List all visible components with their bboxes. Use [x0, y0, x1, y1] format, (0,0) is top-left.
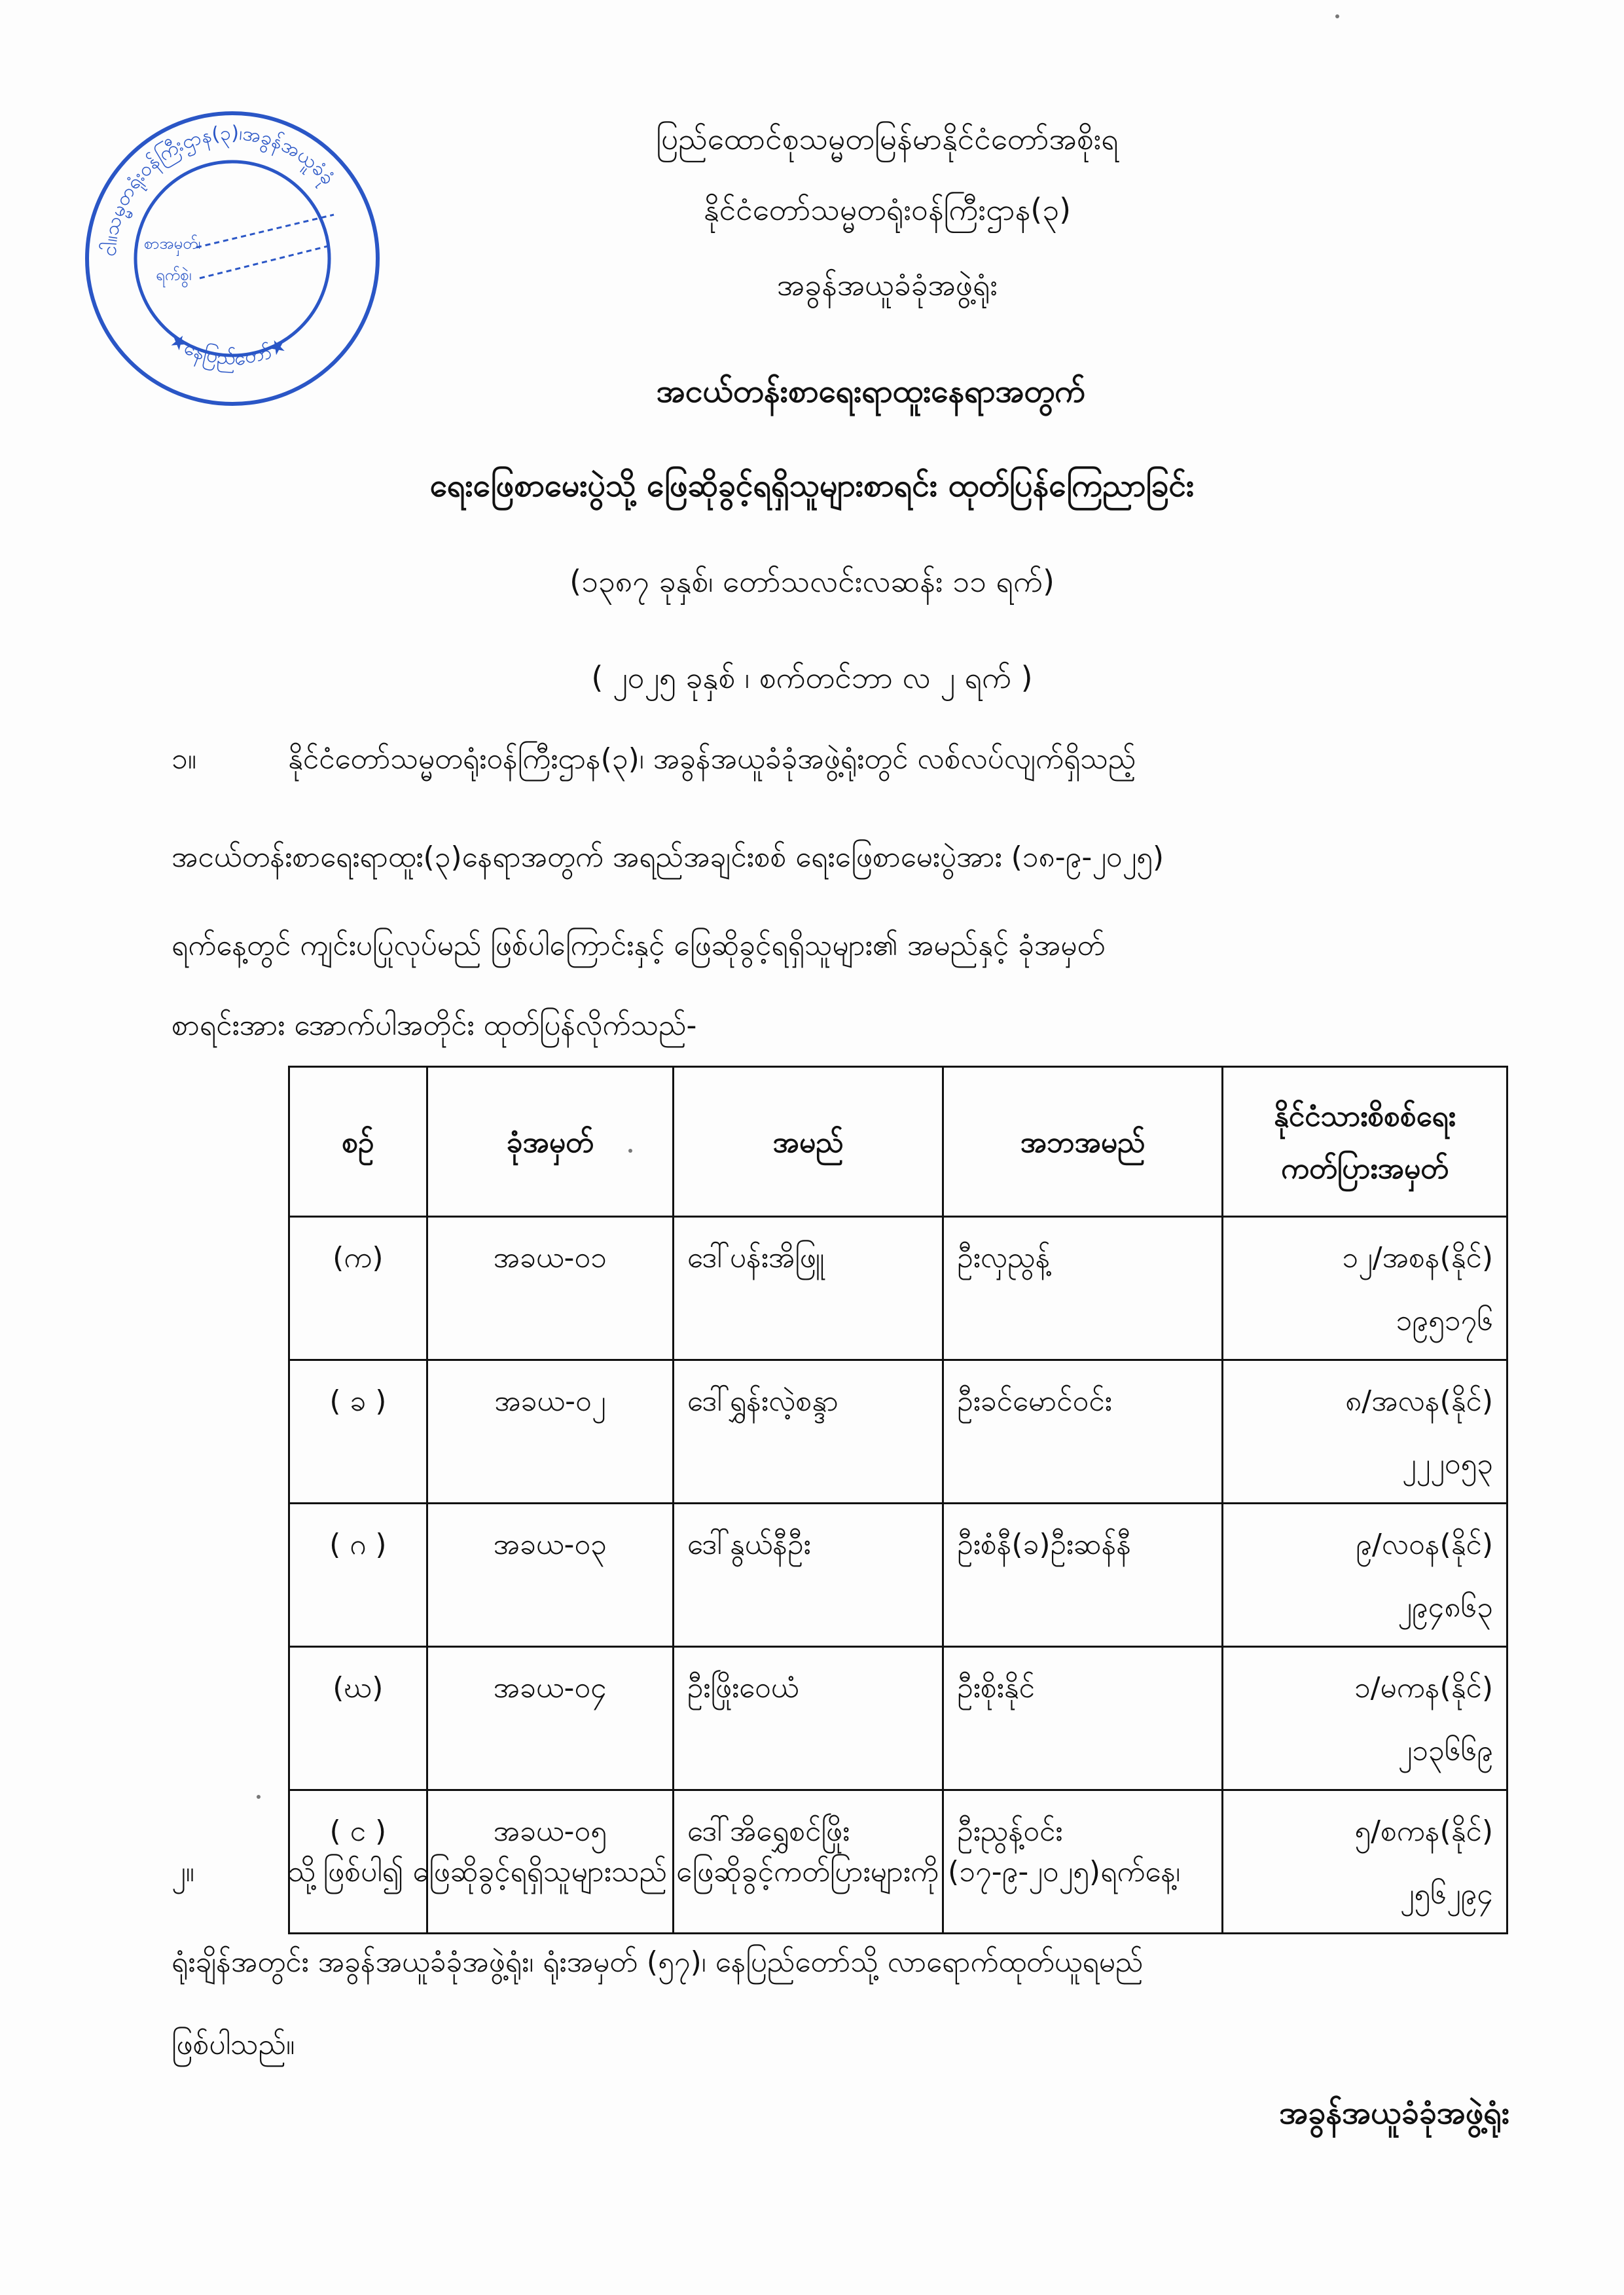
- cell-seat: အခယ-၀၃: [427, 1504, 673, 1647]
- col-header-seq: စဉ်: [289, 1067, 427, 1217]
- cell-nrc: [1223, 1504, 1507, 1647]
- para2-line-2: ရုံးချိန်အတွင်း အခွန်အယူခံခုံအဖွဲ့ရုံး၊ ရုံးအမှတ် (၅၇)၊ နေပြည်တော်သို့ လာရောက်ထုတ်ယူရမည်: [171, 1945, 1144, 1979]
- scan-speck: [1335, 14, 1339, 18]
- seal-ring-top-text: ငါ။သမ္မတရုံးဝန်ကြီးဌာန(၃)၊အခွန်အယူခံခုံ: [98, 122, 340, 257]
- table-row: [289, 1504, 1507, 1647]
- cell-nrc: [1223, 1217, 1507, 1360]
- col-header-nrc-line-1: နိုင်ငံသားစိစစ်ရေး: [1274, 1100, 1456, 1133]
- cell-seat: အခယ-၀၄: [427, 1647, 673, 1790]
- header-position-title: အငယ်တန်းစာရေးရာထူးနေရာအတွက်: [656, 373, 1086, 410]
- cell-seq: (ဃ): [289, 1647, 427, 1790]
- para1-number: ၁။: [171, 742, 197, 776]
- cell-seat: အခယ-၀၂: [427, 1360, 673, 1504]
- cell-father-name: ဦးလှညွန့်: [943, 1217, 1223, 1360]
- header-announcement-title: ရေးဖြေစာမေးပွဲသို့ ဖြေဆိုခွင့်ရရှိသူများစာရင်း ထုတ်ပြန်ကြေညာခြင်း: [429, 467, 1195, 504]
- cell-nrc-number: ၂၂၂၀၅၃: [1401, 1447, 1493, 1481]
- para1-line-4: စာရင်းအား အောက်ပါအတိုင်း ထုတ်ပြန်လိုက်သည်-: [171, 1009, 697, 1042]
- cell-father-name: ဦးညွန့်ဝင်း: [943, 1790, 1223, 1934]
- cell-nrc-number: ၂၁၃၆၆၉: [1398, 1734, 1493, 1767]
- header-date-myanmar: (၁၃၈၇ ခုနှစ်၊ တော်သလင်းလဆန်း ၁၁ ရက်): [569, 564, 1055, 599]
- para2-line-3: ဖြစ်ပါသည်။: [171, 2028, 295, 2061]
- para2-number: ၂။: [171, 1855, 194, 1888]
- seal-field-1: စာအမှတ်၊: [144, 234, 201, 253]
- table-row: [289, 1360, 1507, 1504]
- para1-line-2: အငယ်တန်းစာရေးရာထူး(၃)နေရာအတွက် အရည်အချင်းစစ် ရေးဖြေစာမေးပွဲအား (၁၈-၉-၂၀၂၅): [171, 840, 1164, 874]
- cell-nrc-number: ၂၉၄၈၆၃: [1398, 1591, 1493, 1624]
- candidates-table: [288, 1066, 1508, 1934]
- header-government: ပြည်ထောင်စုသမ္မတမြန်မာနိုင်ငံတော်အစိုးရ: [656, 121, 1119, 156]
- cell-father-name: ဦးစံနီ(ခ)ဦးဆန်နီ: [943, 1504, 1223, 1647]
- col-header-nrc-line-2: ကတ်ပြားအမှတ်: [1281, 1152, 1449, 1185]
- col-header-name: အမည်: [673, 1067, 943, 1217]
- header-date-gregorian: ( ၂၀၂၅ ခုနှစ် ၊ စက်တင်ဘာ လ ၂ ရက် ): [591, 660, 1033, 695]
- cell-name: ဦးဖြိုးဝေယံ: [673, 1647, 943, 1790]
- cell-seq: (က): [289, 1217, 427, 1360]
- cell-nrc-prefix: ၁၂/အစန(နိုင်): [1342, 1241, 1493, 1274]
- cell-name: ဒေါ်နွယ်နီဦး: [673, 1504, 943, 1647]
- para2-line-1: သို့ဖြစ်ပါ၍ ဖြေဆိုခွင့်ရရှိသူများသည် ဖြေဆိုခွင့်ကတ်ပြားများကို (၁၇-၉-၂၀၂၅)ရက်နေ့၊: [288, 1855, 1181, 1888]
- cell-nrc-number: ၁၉၅၁၇၆: [1396, 1304, 1493, 1337]
- cell-name: ဒေါ်အိရွှေစင်ဖြိုး: [673, 1790, 943, 1934]
- cell-seq: ( ခ ): [289, 1360, 427, 1504]
- cell-nrc-number: ၂၅၆၂၉၄: [1399, 1877, 1493, 1911]
- cell-seat: အခယ-၀၁: [427, 1217, 673, 1360]
- scan-speck: [628, 1149, 632, 1153]
- cell-father-name: ဦးစိုးနိုင်: [943, 1647, 1223, 1790]
- cell-seq: ( င ): [289, 1790, 427, 1934]
- table-row: [289, 1647, 1507, 1790]
- para1-line-1: နိုင်ငံတော်သမ္မတရုံးဝန်ကြီးဌာန(၃)၊ အခွန်အယူခံခုံအဖွဲ့ရုံးတွင် လစ်လပ်လျက်ရှိသည့်: [288, 742, 1136, 776]
- table-header-row: [289, 1067, 1507, 1217]
- signature-office: အခွန်အယူခံခုံအဖွဲ့ရုံး: [1279, 2095, 1509, 2131]
- cell-name: ဒေါ်ရွှန်းလဲ့စန္ဒာ: [673, 1360, 943, 1504]
- col-header-nrc: [1223, 1067, 1507, 1217]
- cell-nrc-prefix: ၅/စကန(နိုင်): [1354, 1815, 1493, 1848]
- svg-text:★နေပြည်တော်★: [165, 328, 291, 374]
- cell-nrc: [1223, 1647, 1507, 1790]
- cell-nrc-prefix: ၉/လဝန(နိုင်): [1356, 1528, 1493, 1561]
- header-ministry: နိုင်ငံတော်သမ္မတရုံးဝန်ကြီးဌာန(၃): [703, 192, 1072, 227]
- cell-nrc-prefix: ၁/မကန(နိုင်): [1354, 1671, 1493, 1705]
- cell-nrc: [1223, 1360, 1507, 1504]
- cell-seat: အခယ-၀၅: [427, 1790, 673, 1934]
- cell-nrc: [1223, 1790, 1507, 1934]
- col-header-seat: ခုံအမှတ်: [427, 1067, 673, 1217]
- seal-field-2: ရက်စွဲ၊: [156, 266, 192, 284]
- header-office: အခွန်အယူခံခုံအဖွဲ့ရုံး: [776, 267, 998, 302]
- scan-speck: [257, 1795, 261, 1799]
- para1-line-3: ရက်နေ့တွင် ကျင်းပပြုလုပ်မည် ဖြစ်ပါကြောင်းနှင့် ဖြေဆိုခွင့်ရရှိသူများ၏ အမည်နှင့် ခုံအမှတ်: [171, 929, 1106, 962]
- cell-nrc-prefix: ၈/အလန(နိုင်): [1345, 1384, 1493, 1418]
- col-header-father-name: အဘအမည်: [943, 1067, 1223, 1217]
- table-row: [289, 1217, 1507, 1360]
- seal-ring-bottom-text: ★နေပြည်တော်★: [165, 328, 291, 371]
- cell-father-name: ဦးခင်မောင်ဝင်း: [943, 1360, 1223, 1504]
- cell-name: ဒေါ်ပန်းအိဖြူ: [673, 1217, 943, 1360]
- cell-seq: ( ဂ ): [289, 1504, 427, 1647]
